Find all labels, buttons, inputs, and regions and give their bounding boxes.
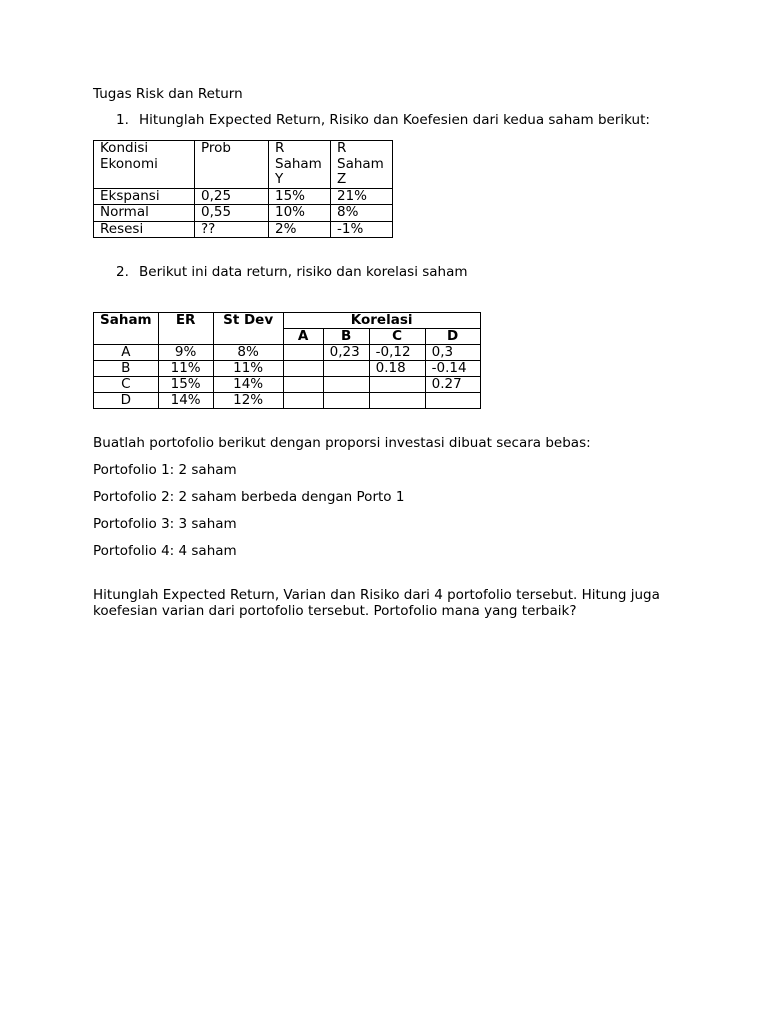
table-header-row [94, 141, 393, 189]
cell: 11% [213, 361, 283, 377]
question-1 [93, 112, 673, 128]
cell: 12% [213, 393, 283, 409]
final-question-text: Hitunglah Expected Return, Varian dan Risiko dari 4 portofolio tersebut. Hitung juga koefesian varian dari portofolio tersebut. Portofolio mana yang terbaik? [93, 587, 660, 619]
cell [323, 377, 369, 393]
document-title: Tugas Risk dan Return [93, 86, 243, 102]
cell: 9% [158, 345, 213, 361]
subheader-a: A [283, 329, 323, 345]
table-row [94, 345, 481, 361]
cell: 0,3 [425, 345, 480, 361]
cell [323, 393, 369, 409]
table-header-row [94, 313, 481, 329]
cell: ?? [195, 221, 269, 238]
cell: 8% [213, 345, 283, 361]
cell: 10% [269, 205, 331, 222]
table-row [94, 361, 481, 377]
cell: C [94, 377, 159, 393]
portfolio-item: Portofolio 4: 4 saham [93, 543, 237, 559]
table-return-risiko-korelasi [93, 312, 481, 409]
cell: Resesi [94, 221, 195, 238]
cell: D [94, 393, 159, 409]
header-prob: Prob [195, 141, 269, 189]
header-korelasi: Korelasi [283, 313, 480, 329]
table-row [94, 393, 481, 409]
cell: 0,25 [195, 188, 269, 205]
table-row [94, 221, 393, 238]
cell: 8% [331, 205, 393, 222]
cell: 0,55 [195, 205, 269, 222]
header-saham: Saham [94, 313, 159, 345]
question-2 [93, 264, 673, 280]
question-1-number: 1. [116, 112, 129, 128]
header-kondisi-ekonomi: Kondisi Ekonomi [94, 141, 195, 189]
cell: -0.14 [425, 361, 480, 377]
question-1-text: Hitunglah Expected Return, Risiko dan Koefesien dari kedua saham berikut: [139, 112, 650, 128]
cell [323, 361, 369, 377]
subheader-d: D [425, 329, 480, 345]
cell [283, 361, 323, 377]
portfolio-item: Portofolio 2: 2 saham berbeda dengan Porto 1 [93, 489, 405, 505]
cell: Ekspansi [94, 188, 195, 205]
table-kondisi-ekonomi [93, 140, 393, 238]
header-r-saham-y: R Saham Y [269, 141, 331, 189]
cell: 11% [158, 361, 213, 377]
question-2-number: 2. [116, 264, 129, 280]
table-row [94, 188, 393, 205]
portfolio-item: Portofolio 3: 3 saham [93, 516, 237, 532]
cell: 14% [158, 393, 213, 409]
cell: -1% [331, 221, 393, 238]
cell: 0,23 [323, 345, 369, 361]
cell [283, 377, 323, 393]
cell [283, 393, 323, 409]
cell: 15% [158, 377, 213, 393]
question-2-text: Berikut ini data return, risiko dan korelasi saham [139, 264, 468, 280]
cell: 0.27 [425, 377, 480, 393]
header-st-dev: St Dev [213, 313, 283, 345]
portfolio-item: Portofolio 1: 2 saham [93, 462, 237, 478]
cell [369, 393, 425, 409]
cell: 14% [213, 377, 283, 393]
cell [283, 345, 323, 361]
table-row [94, 377, 481, 393]
cell: Normal [94, 205, 195, 222]
header-er: ER [158, 313, 213, 345]
table-row [94, 205, 393, 222]
cell: 21% [331, 188, 393, 205]
subheader-b: B [323, 329, 369, 345]
cell: A [94, 345, 159, 361]
instruction-text: Buatlah portofolio berikut dengan proporsi investasi dibuat secara bebas: [93, 435, 591, 451]
cell: 0.18 [369, 361, 425, 377]
cell [425, 393, 480, 409]
cell: -0,12 [369, 345, 425, 361]
cell: 2% [269, 221, 331, 238]
cell: B [94, 361, 159, 377]
document-page [93, 86, 673, 619]
header-r-saham-z: R Saham Z [331, 141, 393, 189]
subheader-c: C [369, 329, 425, 345]
cell [369, 377, 425, 393]
cell: 15% [269, 188, 331, 205]
